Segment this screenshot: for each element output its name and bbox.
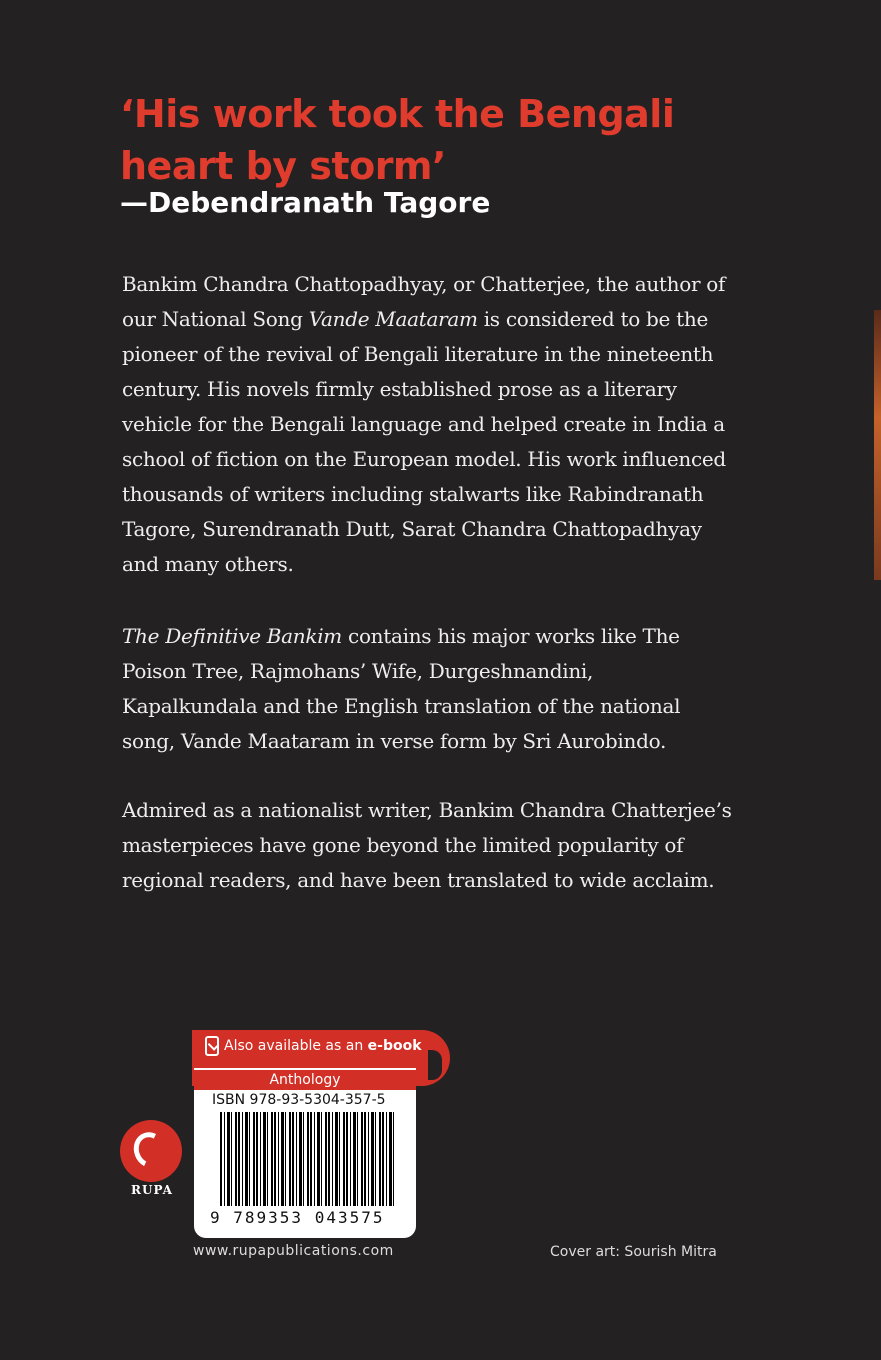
rupa-logo-mark [129, 1128, 171, 1173]
genre-label: Anthology [194, 1070, 416, 1090]
ebook-label-prefix: Also available as an [224, 1038, 368, 1054]
rupa-logo [120, 1120, 182, 1182]
blurb-p1-text-a: Bankim Chandra Chattopadhyay, or Chatterjee, the author of our National Song [122, 272, 726, 331]
ebook-label-bold: e-book [367, 1038, 422, 1054]
pull-quote [120, 88, 674, 192]
barcode-digits: 9 789353 043575 [210, 1208, 385, 1227]
pull-quote-line-2: heart by storm’ [120, 144, 446, 188]
blurb-p1-text-c: and many others. [122, 552, 294, 576]
blurb-paragraph-1 [122, 267, 732, 582]
isbn-text: ISBN 978-93-5304-357-5 [212, 1092, 386, 1108]
pull-quote-line-1: ‘His work took the Bengali [120, 92, 675, 136]
ebook-device-icon [205, 1036, 219, 1056]
quote-attribution: —Debendranath Tagore [120, 186, 491, 219]
front-cover-edge [874, 310, 881, 580]
blurb-p2-book-title: The Definitive Bankim [122, 624, 342, 648]
blurb-paragraph-2 [122, 619, 732, 759]
publisher-website: www.rupapublications.com [193, 1243, 394, 1259]
blurb-paragraph-3: Admired as a nationalist writer, Bankim Chandra Chatterjee’s masterpieces have gone beyond the limited popularity of regional readers, and have been translated to wide acclaim. [122, 798, 732, 892]
ebook-banner-notch [428, 1050, 442, 1080]
publisher-name: RUPA [131, 1183, 173, 1197]
blurb-p1-song-title: Vande Maataram [308, 307, 478, 331]
barcode-bars [220, 1112, 396, 1206]
blurb-p1-text-b: is considered to be the pioneer of the revival of Bengali literature in the nineteenth century. His novels firmly established prose as a literary vehicle for the Bengali language and helped create in India a school of fiction on the European model. His work influenced thousands of writers including stalwarts like Rabindranath Tagore, Surendranath Dutt, Sarat Chandra Chattopadhyay [122, 307, 726, 541]
cover-art-credit: Cover art: Sourish Mitra [550, 1244, 717, 1260]
barcode-panel [194, 1068, 416, 1238]
ebook-availability [205, 1036, 422, 1056]
ebook-label [224, 1038, 422, 1054]
blurb-p2-text: contains his major works like The Poison Tree, Rajmohans’ Wife, Durgeshnandini, Kapalkundala and the English translation of the national song, Vande Maataram in verse form by Sri Aurobindo. [122, 624, 681, 753]
